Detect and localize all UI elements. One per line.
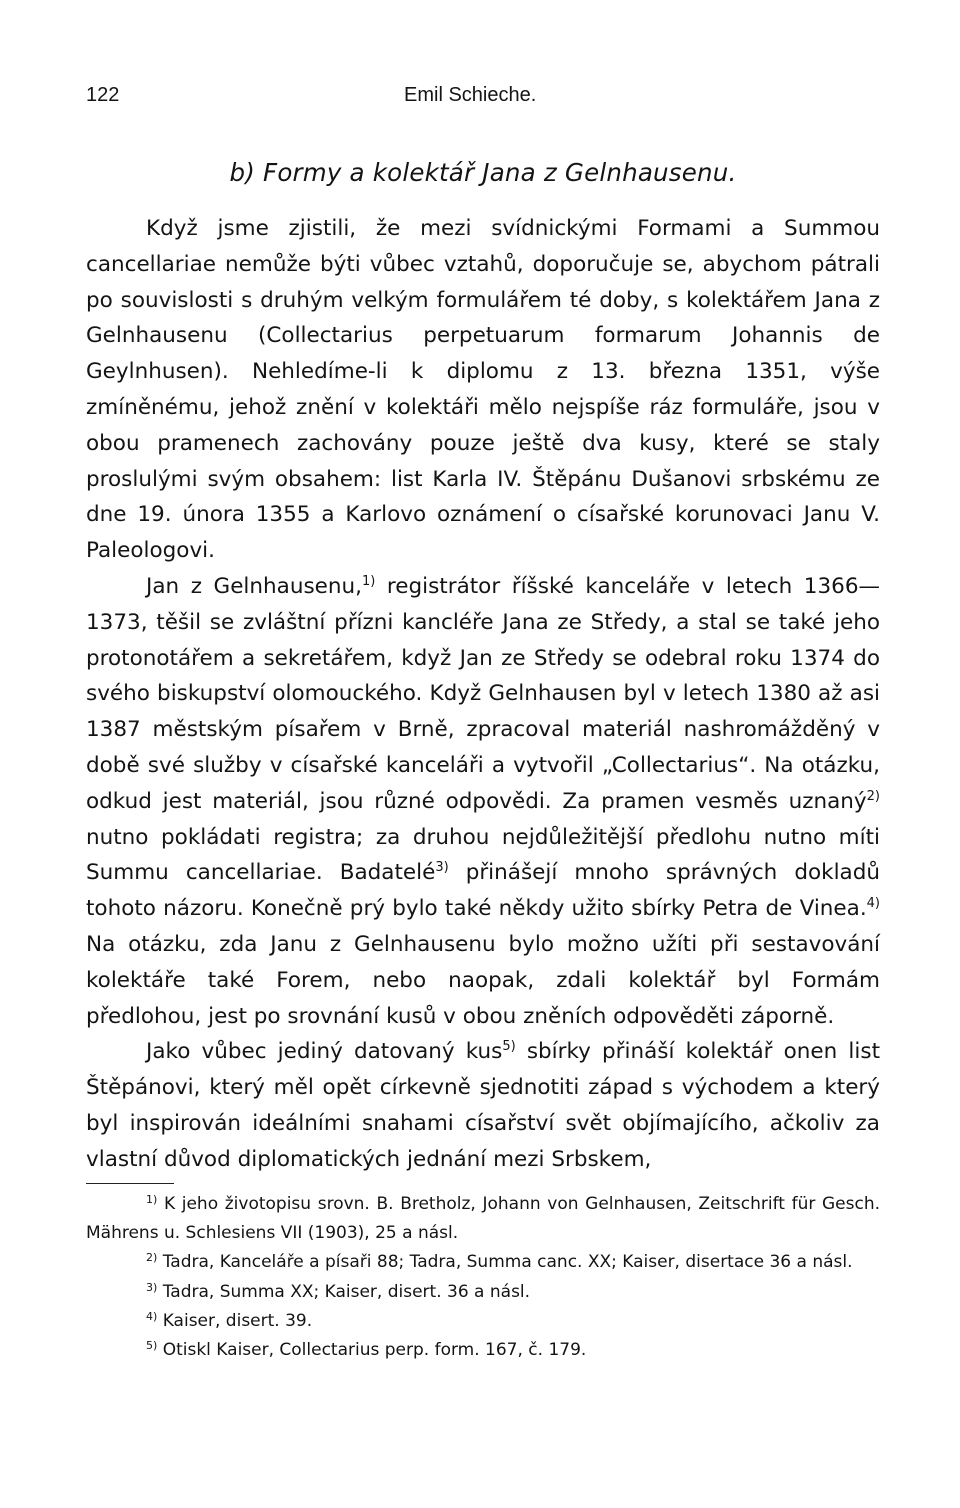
footnote-text: K jeho životopisu srovn. B. Bretholz, Johann von Gelnhausen, Zeitschrift für Gesch. Mährens u. Schlesiens VII (1903), 25 a násl. — [86, 1194, 880, 1244]
running-title: Emil Schieche. — [404, 84, 537, 106]
footnote-mark: 2) — [146, 1251, 158, 1265]
footnote-3 — [86, 1278, 880, 1307]
paragraph-3-text-b: sbírky přináší kolektář onen list Štěpánovi, který měl opět církevně sjednotiti západ s východem a který byl inspirován ideálními snahami císařství svět objímajícího, ačkoliv za vlastní důvod diplomatických jednání mezi Srbskem, — [86, 1039, 880, 1172]
paragraph-2-text-b: registrátor říšské kanceláře v letech 1366—1373, těšil se zvláštní přízni kancléře Jana ze Středy, a stal se také jeho protonotářem a sekretářem, když Jan ze Středy se odebral roku 1374 do svého biskupství olomouckého. Když Gelnhausen byl v letech 1380 až asi 1387 městským písařem v Brně, zpracoval materiál nashromážděný v době své služby v císařské kanceláři a vytvořil „Collectarius“. Na otázku, odkud jest materiál, jsou různé odpovědi. Za pramen vesměs uznaný — [86, 573, 881, 814]
footnote-mark: 3) — [146, 1280, 158, 1294]
footnote-text: Kaiser, disert. 39. — [157, 1310, 313, 1331]
footnote-mark: 5) — [146, 1339, 158, 1353]
page-number: 122 — [86, 84, 120, 106]
paragraph-2 — [86, 569, 880, 1034]
paragraph-1-text: Když jsme zjistili, že mezi svídnickými Formami a Summou cancellariae nemůže býti vůbec vztahů, doporučuje se, abychom pátrali po souvislosti s druhým velkým formulářem té doby, s kolektářem Jana z Gelnhausenu (Collectarius perpetuarum formarum Johannis de Geylnhusen). Nehledíme-li k diplomu z 13. března 1351, výše zmíněnému, jehož znění v kolektáři mělo nejspíše ráz formuláře, jsou v obou pramenech zachovány pouze ještě dva kusy, které se staly proslulými svým obsahem: list Karla IV. Štěpánu Dušanovi srbskému ze dne 19. února 1355 a Karlovo oznámení o císařské korunovaci Janu V. Paleologovi. — [86, 216, 880, 564]
footnote-ref-4: 4) — [866, 896, 880, 912]
paragraph-2-text-a: Jan z Gelnhausenu, — [146, 573, 362, 599]
footnote-text: Tadra, Summa XX; Kaiser, disert. 36 a násl. — [157, 1281, 531, 1302]
body-text — [86, 211, 880, 1178]
section-title: b) Formy a kolektář Jana z Gelnhausenu. — [229, 158, 737, 187]
page-header — [86, 84, 880, 114]
paragraph-2-text-c: nutno pokládati registra; za druhou nejdůležitější předlohu nutno míti Summu cancellariae. Badatelé — [86, 824, 880, 886]
paragraph-3 — [86, 1034, 880, 1177]
paragraph-2-text-e: Na otázku, zda Janu z Gelnhausenu bylo možno užíti při sestavování kolektáře také Forem, nebo naopak, zdali kolektář byl Formám předlohou, jest po srovnání kusů v obou zněních odpověděti záporně. — [86, 931, 880, 1029]
footnote-1 — [86, 1190, 880, 1248]
paragraph-2-text-d: přinášejí mnoho správných dokladů tohoto názoru. Konečně prý bylo také někdy užito sbírky Petra de Vinea. — [86, 860, 880, 922]
footnotes — [86, 1190, 880, 1365]
footnote-4 — [86, 1307, 880, 1336]
footnote-2 — [86, 1248, 880, 1277]
footnote-ref-5: 5) — [502, 1039, 516, 1055]
footnote-mark: 1) — [146, 1193, 158, 1206]
footnote-ref-3: 3) — [435, 860, 449, 876]
footnote-mark: 4) — [146, 1309, 158, 1323]
footnote-ref-1: 1) — [361, 573, 376, 589]
paragraph-1 — [86, 211, 880, 569]
footnote-5 — [86, 1336, 880, 1365]
footnote-text: Tadra, Kanceláře a písaři 88; Tadra, Summa canc. XX; Kaiser, disertace 36 a násl. — [157, 1252, 853, 1273]
paragraph-3-text-a: Jako vůbec jediný datovaný kus — [146, 1039, 503, 1065]
footnote-text: Otiskl Kaiser, Collectarius perp. form. 167, č. 179. — [157, 1340, 587, 1361]
footnote-divider — [86, 1183, 174, 1184]
footnote-ref-2: 2) — [866, 788, 880, 804]
